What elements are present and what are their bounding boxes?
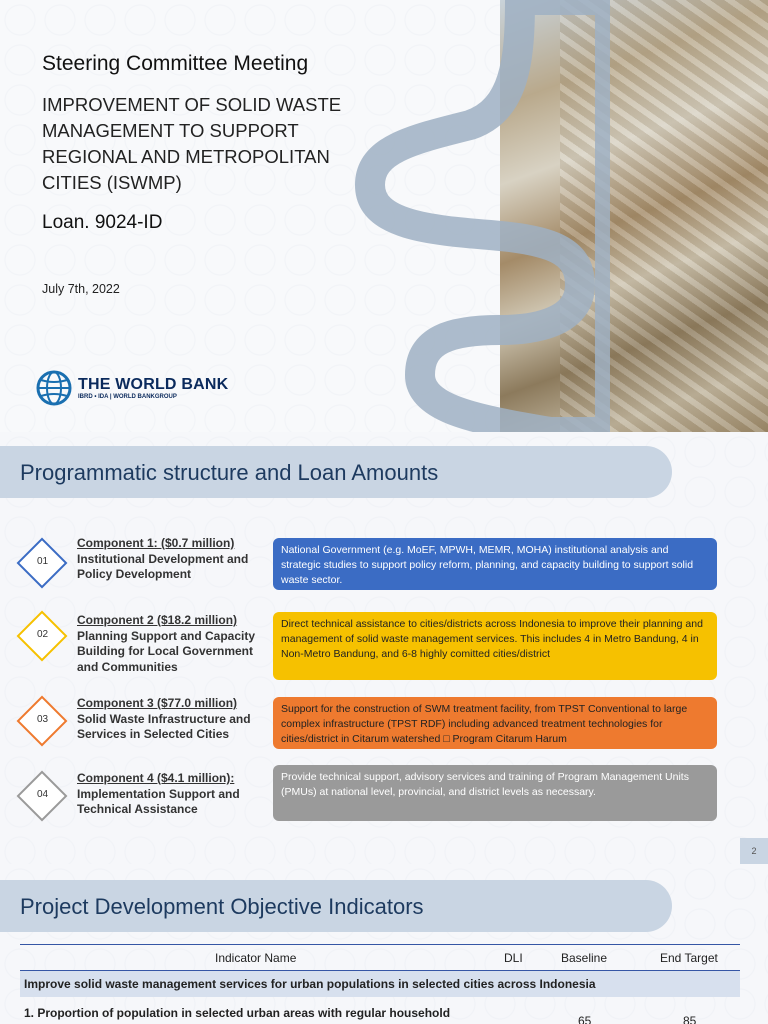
header-indicator-name: Indicator Name (215, 951, 297, 965)
header-dli: DLI (504, 951, 523, 965)
component-1-description: National Government (e.g. MoEF, MPWH, MEMR, MOHA) institutional analysis and strategic studies to support policy reform, planning, and capacity building to support solid waste sector. (273, 538, 717, 590)
component-2-heading: Component 2 ($18.2 million) (77, 613, 238, 627)
loan-number: Loan. 9024-ID (42, 212, 163, 233)
decorative-wave (350, 0, 610, 432)
pdo-slide (0, 864, 768, 1024)
component-3-title (77, 696, 267, 743)
component-3-description: Support for the construction of SWM treatment facility, from TPST Conventional to large complex infrastructure (TPST RDF) including advanced treatment technologies for cities/district in Citarum watershed □ Program Citarum Harum (273, 697, 717, 749)
meeting-date: July 7th, 2022 (42, 282, 120, 296)
slide-title: Programmatic structure and Loan Amounts (20, 460, 439, 485)
meeting-title: Steering Committee Meeting (42, 52, 309, 75)
world-bank-logo (36, 370, 228, 406)
component-3-name: Solid Waste Infrastructure and Services in Selected Cities (77, 711, 251, 741)
indicator-name: 1. Proportion of population in selected urban areas with regular household (24, 1006, 451, 1020)
component-2-number: 02 (36, 629, 49, 640)
table-header (20, 944, 740, 971)
globe-icon (36, 370, 72, 406)
component-3-number: 03 (36, 714, 49, 725)
programmatic-slide (0, 432, 768, 864)
component-1-name: Institutional Development and Policy Development (77, 551, 249, 581)
world-bank-name: THE WORLD BANK (78, 376, 229, 393)
section-label: Improve solid waste management services for urban populations in selected cities across Indonesia (24, 977, 596, 991)
header-baseline: Baseline (561, 951, 608, 965)
component-1-number: 01 (36, 556, 49, 567)
table-section-row (20, 970, 740, 997)
component-2-name: Planning Support and Capacity Building for Local Government and Communities (77, 628, 256, 674)
baseline-value: 65 (578, 1014, 592, 1024)
header-end-target: End Target (660, 951, 718, 965)
world-bank-subtitle: IBRD • IDA | WORLD BANKGROUP (78, 394, 177, 400)
component-1-heading: Component 1: ($0.7 million) (77, 536, 235, 550)
table-row (20, 1004, 740, 1024)
component-2-title (77, 613, 267, 675)
component-3-heading: Component 3 ($77.0 million) (77, 696, 238, 710)
component-2-description: Direct technical assistance to cities/districts across Indonesia to improve their planning and management of solid waste management services. This includes 4 in Metro Bandung, 4 in Non-Metro Bandung, and 6-8 highly comitted cities/district (273, 612, 717, 680)
component-4-heading: Component 4 ($4.1 million): (77, 771, 235, 785)
slide-title: Project Development Objective Indicators (20, 894, 424, 919)
component-4-description: Provide technical support, advisory services and training of Program Management Units (PMUs) at national level, provincial, and district levels as necessary. (273, 765, 717, 821)
project-title: IMPROVEMENT OF SOLID WASTE MANAGEMENT TO SUPPORT REGIONAL AND METROPOLITAN CITIES (ISWMP) (42, 94, 342, 193)
component-4-title (77, 771, 267, 818)
component-4-number: 04 (36, 789, 49, 800)
cover-slide (0, 0, 768, 432)
component-4-name: Implementation Support and Technical Assistance (77, 786, 240, 816)
component-1-title (77, 536, 267, 583)
page-number: 2 (740, 838, 768, 864)
end-target-value: 85 (683, 1014, 697, 1024)
